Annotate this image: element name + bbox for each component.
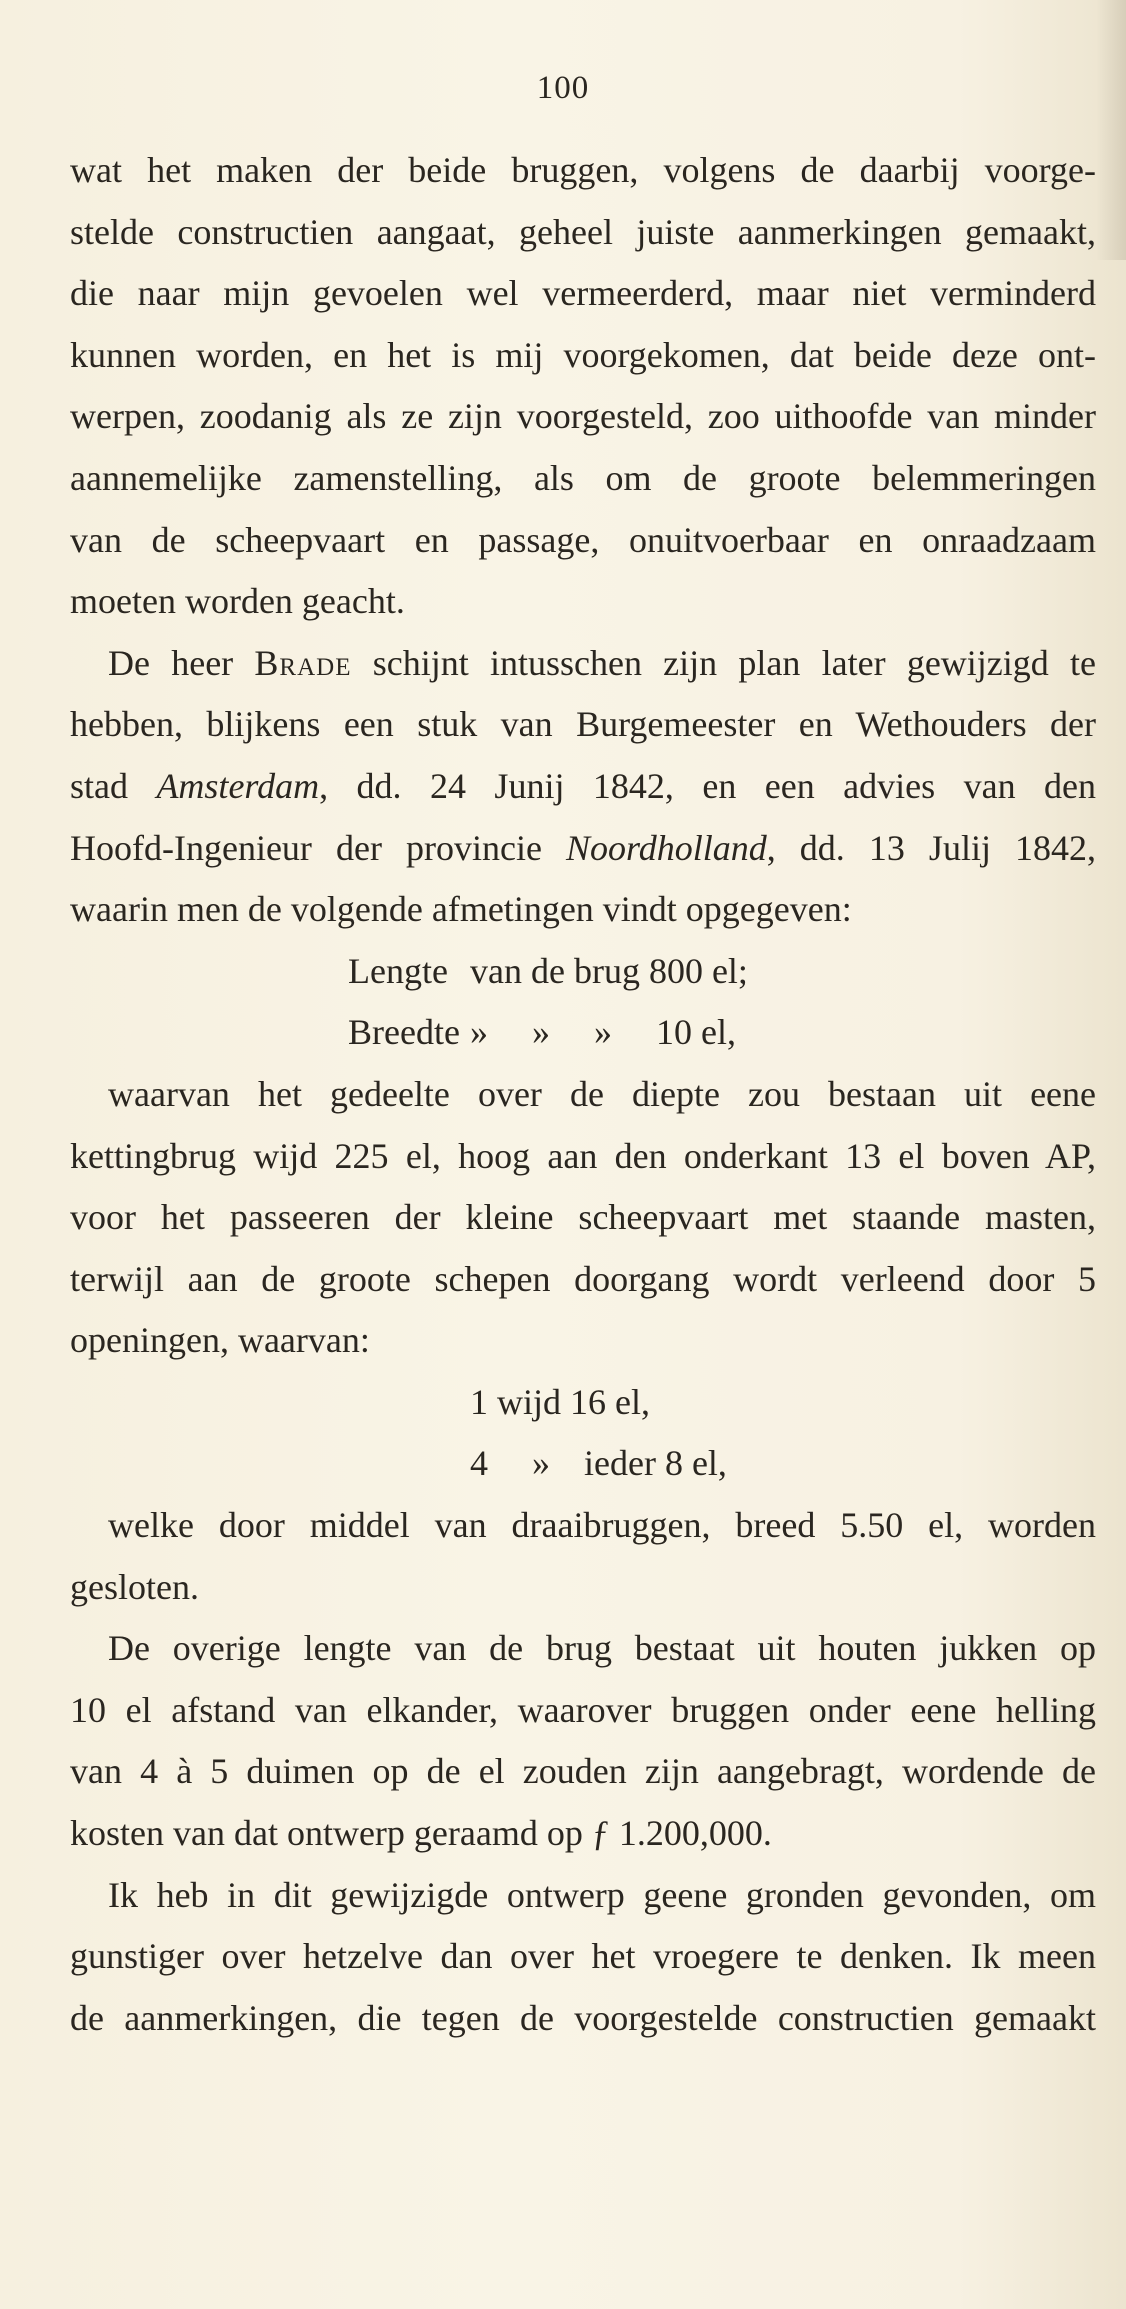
city-name: Amsterdam (156, 765, 320, 806)
text-line: van de scheepvaart en passage, onuitvoerbaar en onraadzaam (70, 519, 1096, 560)
text-line: gesloten. (70, 1566, 199, 1607)
ditto-mark: » (532, 1012, 550, 1053)
text-line: Ik heb in dit gewijzigde ontwerp geene gronden gevonden, om (108, 1874, 1096, 1915)
text-fragment: , dd. 24 Junij 1842, en een advies van den (319, 765, 1096, 806)
text-fragment: schijnt intusschen zijn plan later gewijzigd te (351, 642, 1097, 683)
text-line: kunnen worden, en het is mij voorgekomen, dat beide deze ont- (70, 334, 1096, 375)
text-line: wat het maken der beide bruggen, volgens de daarbij voorge- (70, 150, 1096, 190)
text-line: De overige lengte van de brug bestaat uit houten jukken op (108, 1628, 1096, 1669)
text-line: voor het passeeren der kleine scheepvaart met staande masten, (70, 1197, 1096, 1238)
text-line: hebben, blijkens een stuk van Burgemeester en Wethouders der (70, 704, 1096, 745)
ditto-mark: » (532, 1443, 550, 1484)
text-line: aannemelijke zamenstelling, als om de groote belemmeringen (70, 457, 1096, 498)
text-line: stelde constructien aangaat, geheel juiste aanmerkingen gemaakt, (70, 211, 1096, 252)
page-number: 100 (536, 70, 590, 106)
text-fragment: , dd. 13 Julij 1842, (766, 827, 1097, 868)
text-line: welke door middel van draaibruggen, breed 5.50 el, worden (108, 1505, 1096, 1546)
text-line: werpen, zoodanig als ze zijn voorgesteld, zoo uithoofde van minder (70, 396, 1096, 437)
text-line: de aanmerkingen, die tegen de voorgestelde constructien gemaakt (70, 1997, 1096, 2038)
text-line: moeten worden geacht. (70, 581, 405, 622)
text-fragment: De heer (108, 642, 255, 683)
text-line: 10 el afstand van elkander, waarover bruggen onder eene helling (70, 1689, 1096, 1730)
dimension-value: van de brug 800 el; (470, 950, 748, 991)
text-line: waarin men de volgende afmetingen vindt opgegeven: (70, 889, 852, 930)
text-line: die naar mijn gevoelen wel vermeerderd, maar niet verminderd (70, 273, 1096, 314)
ditto-mark: » (470, 1012, 488, 1053)
text-line: van 4 à 5 duimen op de el zouden zijn aangebragt, wordende de (70, 1751, 1096, 1792)
body-text (70, 140, 1096, 2049)
dimension-row (70, 1002, 1096, 1064)
text-line: kettingbrug wijd 225 el, hoog aan den onderkant 13 el boven AP, (70, 1135, 1096, 1176)
page-edge-shadow (1096, 0, 1126, 260)
text-line (70, 756, 1096, 818)
opening-size: ieder 8 el, (584, 1443, 727, 1484)
text-line: kosten van dat ontwerp geraamd op ƒ 1.200,000. (70, 1813, 772, 1854)
text-line (70, 818, 1096, 880)
text-line: openingen, waarvan: (70, 1320, 370, 1361)
dimension-value: 10 el, (656, 1012, 736, 1053)
dimension-row (70, 941, 1096, 1003)
opening-count: 4 (470, 1443, 488, 1484)
person-name: Brade (254, 642, 352, 683)
dimension-label: Lengte (348, 950, 448, 991)
text-line: terwijl aan de groote schepen doorgang wordt verleend door 5 (70, 1258, 1096, 1299)
opening-row: 1 wijd 16 el, (470, 1381, 650, 1422)
ditto-mark: » (594, 1012, 612, 1053)
text-line: waarvan het gedeelte over de diepte zou bestaan uit eene (108, 1073, 1096, 1114)
dimension-label: Breedte (348, 1012, 460, 1053)
text-line: gunstiger over hetzelve dan over het vroegere te denken. Ik meen (70, 1936, 1096, 1977)
province-name: Noordholland (566, 827, 767, 868)
text-fragment: Hoofd-Ingenieur der provincie (70, 827, 567, 868)
text-fragment: stad (70, 765, 157, 806)
opening-row (70, 1433, 1096, 1495)
text-line (70, 633, 1096, 695)
